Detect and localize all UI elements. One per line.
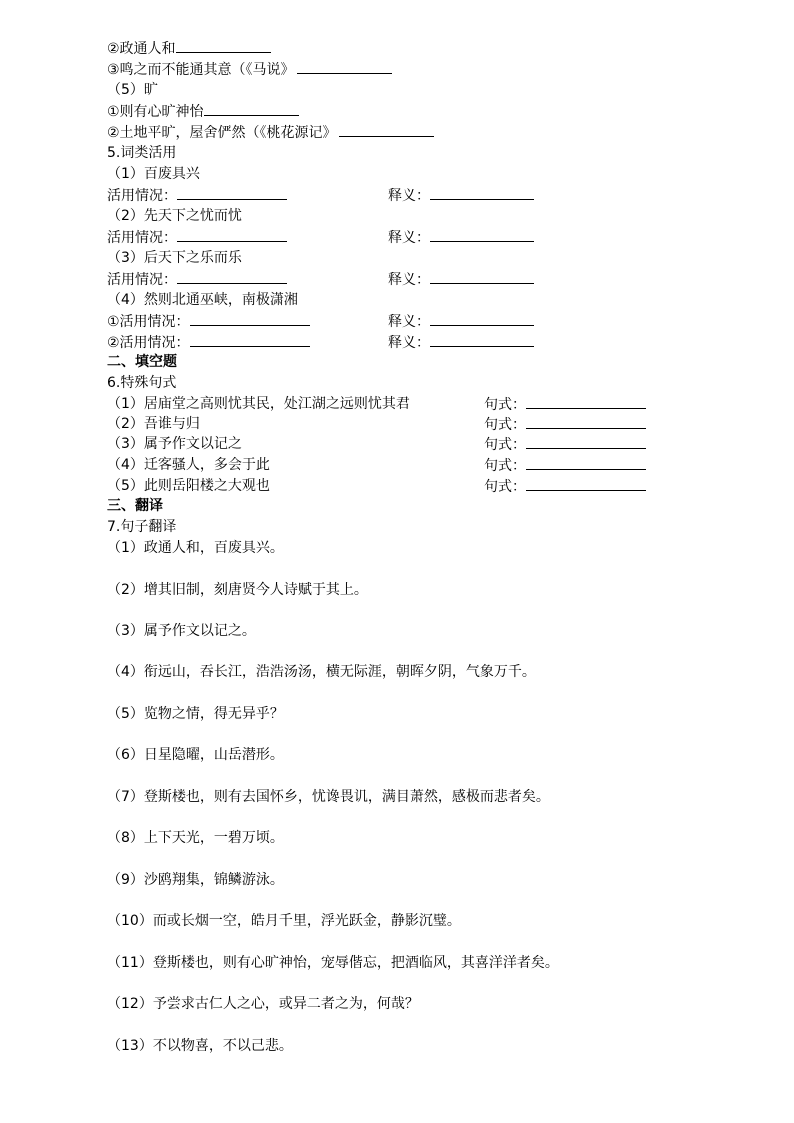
translation-item: （12）予尝求古仁人之心，或异二者之为，何哉？	[107, 996, 419, 1012]
pattern-label: 句式：	[484, 479, 526, 495]
translation-item: （3）属予作文以记之。	[107, 623, 256, 639]
line-text: ②土地平旷，屋舍俨然（《桃花源记》	[107, 125, 337, 141]
usage-blank[interactable]	[190, 311, 310, 326]
pattern-label: 句式：	[484, 437, 526, 453]
pattern-row	[0, 455, 794, 475]
line-text: ①则有心旷神怡	[107, 104, 204, 120]
question-title: 5.词类活用	[107, 145, 177, 161]
usage-label: 活用情况：	[107, 188, 177, 204]
usage-label: 活用情况：	[107, 272, 177, 288]
meaning-blank[interactable]	[430, 185, 534, 200]
sentence-text: （3）属予作文以记之	[107, 436, 242, 452]
sub-heading	[107, 80, 158, 100]
pattern-blank[interactable]	[526, 394, 646, 409]
meaning-label: 释义：	[388, 272, 430, 288]
pattern-row	[0, 394, 794, 414]
answer-row	[0, 332, 794, 352]
meaning-label: 释义：	[388, 230, 430, 246]
pattern-blank[interactable]	[526, 455, 646, 470]
usage-label: ①活用情况：	[107, 314, 190, 330]
usage-blank[interactable]	[190, 332, 310, 347]
pattern-label: 句式：	[484, 397, 526, 413]
meaning-blank[interactable]	[430, 227, 534, 242]
sentence-text: （2）吾谁与归	[107, 416, 200, 432]
line-text: ③鸣之而不能通其意（《马说》	[107, 62, 295, 78]
usage-blank[interactable]	[177, 269, 287, 284]
answer-blank[interactable]	[204, 101, 299, 116]
section-heading: 二、填空题	[107, 354, 177, 370]
section-heading: 三、翻译	[107, 498, 163, 514]
translation-item: （4）衔远山，吞长江，浩浩汤汤，横无际涯，朝晖夕阴，气象万千。	[107, 664, 536, 680]
answer-blank[interactable]	[339, 122, 434, 137]
item-label: （4）然则北通巫峡，南极潇湘	[107, 292, 298, 308]
meaning-label: 释义：	[388, 335, 430, 351]
translation-item: （9）沙鸥翔集，锦鳞游泳。	[107, 872, 284, 888]
item-label: （2）先天下之忧而忧	[107, 208, 242, 224]
item-label: （3）后天下之乐而乐	[107, 250, 242, 266]
sentence-text: （5）此则岳阳楼之大观也	[107, 478, 270, 494]
item-label: （1）百废具兴	[107, 166, 200, 182]
translation-item: （7）登斯楼也，则有去国怀乡，忧谗畏讥，满目萧然，感极而悲者矣。	[107, 789, 550, 805]
translation-item: （11）登斯楼也，则有心旷神怡，宠辱偕忘，把酒临风，其喜洋洋者矣。	[107, 955, 559, 971]
pattern-label: 句式：	[484, 458, 526, 474]
usage-blank[interactable]	[177, 227, 287, 242]
pattern-blank[interactable]	[526, 476, 646, 491]
sentence-text: （1）居庙堂之高则忧其民，处江湖之远则忧其君	[107, 396, 410, 412]
translation-item: （2）增其旧制，刻唐贤今人诗赋于其上。	[107, 582, 368, 598]
usage-label: 活用情况：	[107, 230, 177, 246]
fill-line	[107, 122, 434, 142]
answer-row	[0, 185, 794, 205]
question-title: 7.句子翻译	[107, 519, 177, 535]
sentence-text: （4）迁客骚人，多会于此	[107, 457, 270, 473]
answer-row	[0, 269, 794, 289]
translation-item: （6）日星隐曜，山岳潜形。	[107, 747, 284, 763]
fill-line	[107, 59, 392, 79]
line-text: （5）旷	[107, 82, 158, 98]
meaning-blank[interactable]	[430, 311, 534, 326]
translation-item: （10）而或长烟一空，皓月千里，浮光跃金，静影沉璧。	[107, 913, 461, 929]
answer-row	[0, 227, 794, 247]
fill-line	[107, 38, 271, 58]
meaning-blank[interactable]	[430, 332, 534, 347]
meaning-label: 释义：	[388, 314, 430, 330]
pattern-row	[0, 476, 794, 496]
translation-item: （1）政通人和，百废具兴。	[107, 540, 284, 556]
pattern-blank[interactable]	[526, 414, 646, 429]
answer-row	[0, 311, 794, 331]
usage-label: ②活用情况：	[107, 335, 190, 351]
fill-line	[107, 101, 299, 121]
translation-item: （8）上下天光，一碧万顷。	[107, 830, 284, 846]
pattern-blank[interactable]	[526, 434, 646, 449]
meaning-label: 释义：	[388, 188, 430, 204]
answer-blank[interactable]	[176, 38, 271, 53]
usage-blank[interactable]	[177, 185, 287, 200]
meaning-blank[interactable]	[430, 269, 534, 284]
answer-blank[interactable]	[297, 59, 392, 74]
translation-item: （13）不以物喜，不以己悲。	[107, 1038, 293, 1054]
line-text: ②政通人和	[107, 41, 176, 57]
translation-item: （5）览物之情，得无异乎？	[107, 706, 284, 722]
pattern-label: 句式：	[484, 417, 526, 433]
pattern-row	[0, 414, 794, 434]
pattern-row	[0, 434, 794, 454]
question-title: 6.特殊句式	[107, 375, 177, 391]
